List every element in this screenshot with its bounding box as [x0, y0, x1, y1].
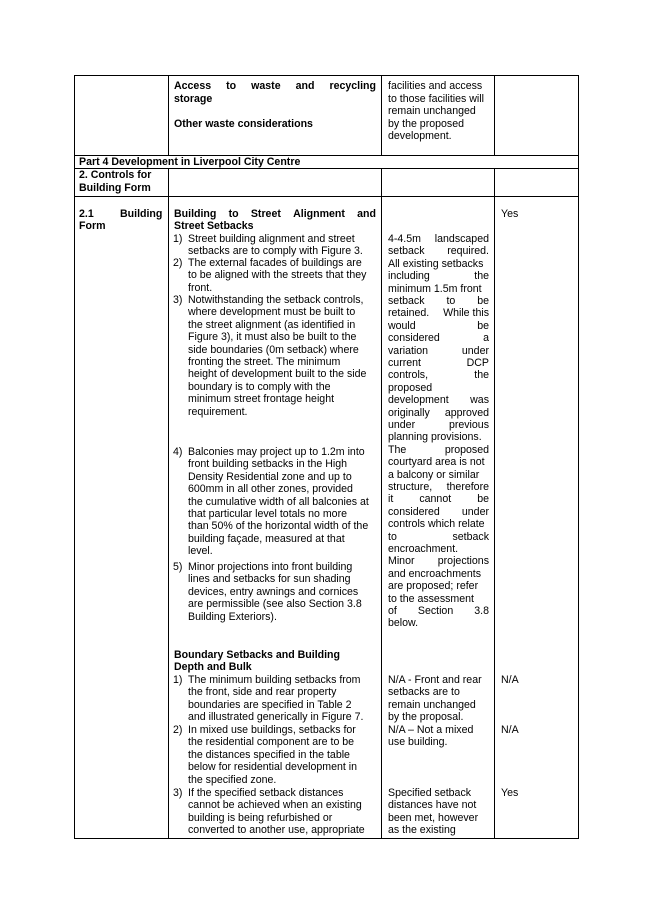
- word: development: [388, 394, 449, 407]
- item-number: 2): [173, 257, 183, 269]
- response-line: N/A – Not a mixed: [388, 724, 474, 736]
- word: would: [388, 319, 416, 332]
- item-line: boundaries are specified in Table 2: [188, 698, 352, 711]
- word: and encroachments: [388, 567, 482, 580]
- word: under: [461, 344, 489, 357]
- response-line: [388, 320, 489, 332]
- item-line: boundary is to comply with the: [188, 380, 331, 393]
- word: encroachment.: [388, 543, 459, 555]
- item-line: the distances specified in the table: [188, 748, 350, 761]
- item-line: In mixed use buildings, setbacks for: [188, 724, 356, 736]
- item-line: Figure 3), it must also be built to the: [188, 331, 357, 344]
- word: minimum 1.5m front: [388, 282, 482, 295]
- section-label-line2: Form: [79, 220, 106, 232]
- word: previous: [448, 419, 489, 431]
- col4-divider-a: [494, 75, 495, 156]
- response-line: [388, 345, 489, 357]
- word: therefore: [446, 481, 489, 493]
- item-line: setbacks are to comply with Figure 3.: [188, 245, 363, 258]
- row1-response-line: to those facilities will: [388, 93, 484, 105]
- item-line: the residential component are to be: [188, 736, 355, 749]
- response-line: remain unchanged: [388, 698, 476, 711]
- item-line: fronting the street. The minimum: [188, 356, 341, 368]
- item-line: that particular level totals no more: [188, 508, 347, 520]
- word: Alignment: [293, 208, 345, 220]
- boundary-heading-line1: Boundary Setbacks and Building: [174, 649, 340, 661]
- word: 3.8: [474, 605, 489, 617]
- word: it: [388, 493, 394, 506]
- item-line: than 50% of the horizontal width of the: [188, 520, 369, 533]
- response-line: [388, 456, 485, 468]
- word: of: [388, 605, 397, 617]
- response-line: [388, 531, 489, 543]
- word: planning provisions.: [388, 431, 482, 444]
- word: courtyard area is not: [388, 456, 485, 469]
- response-line: as the existing: [388, 824, 456, 837]
- col3-divider-a: [381, 75, 382, 156]
- item-line: the cumulative width of all balconies at: [188, 495, 369, 508]
- item-line: The minimum building setbacks from: [188, 674, 361, 686]
- item-line: the specified zone.: [188, 773, 277, 786]
- word: structure,: [388, 481, 433, 493]
- alignment-heading-line2: Street Setbacks: [174, 220, 254, 232]
- response-line: [388, 555, 489, 567]
- word: required.: [447, 245, 489, 258]
- item-line: the front, side and rear property: [188, 686, 337, 699]
- response-line: [388, 593, 474, 605]
- response-line: [388, 407, 489, 419]
- left-border: [74, 75, 75, 839]
- item-line: height of development built to the side: [188, 368, 367, 381]
- item-number: 2): [173, 724, 183, 736]
- response-line: [388, 543, 458, 555]
- word: are proposed; refer: [388, 580, 479, 593]
- item-number: 4): [173, 446, 183, 458]
- word: variation: [388, 344, 429, 357]
- item-line: the street alignment (as identified in: [188, 318, 356, 331]
- word: considered: [388, 332, 440, 345]
- word: including: [388, 270, 430, 283]
- word: setback: [388, 295, 425, 307]
- response-line: N/A - Front and rear: [388, 674, 482, 686]
- item-line: The external facades of buildings are: [188, 257, 362, 269]
- item-line: cannot be achieved when an existing: [188, 799, 362, 812]
- word: a balcony or similar: [388, 468, 480, 481]
- word: 4-4.5m: [388, 233, 421, 245]
- response-line: [388, 431, 482, 443]
- item-line: Street building alignment and street: [188, 233, 355, 245]
- word: to: [228, 208, 239, 220]
- word: projections: [437, 555, 489, 568]
- item-line: building façade, measured at that: [188, 532, 345, 545]
- word: recycling: [329, 80, 376, 92]
- response-line: setbacks are to: [388, 686, 460, 699]
- item-number: 3): [173, 294, 183, 306]
- word: DCP: [466, 357, 489, 369]
- item-line: minimum street frontage height: [188, 393, 335, 406]
- response-line: [388, 332, 489, 344]
- word: proposed: [388, 381, 433, 394]
- word: current: [388, 357, 421, 369]
- item-number: 1): [173, 674, 183, 686]
- word: controls which relate: [388, 518, 485, 531]
- word: Access: [174, 80, 212, 92]
- response-line: use building.: [388, 736, 448, 749]
- response-line: Specified setback: [388, 787, 472, 799]
- response-line: [388, 245, 489, 257]
- word: considered: [388, 505, 440, 518]
- response-line: [388, 617, 418, 629]
- row1-response-line: remain unchanged: [388, 105, 476, 117]
- item-number: 3): [173, 787, 183, 799]
- word: was: [470, 394, 489, 407]
- word: and: [357, 208, 376, 220]
- row1-response-line: facilities and access: [388, 80, 483, 92]
- item-line: are permissible (see also Section 3.8: [188, 598, 362, 611]
- compliance-value: N/A: [501, 724, 519, 736]
- word: to: [226, 80, 237, 92]
- item-line: building is being refurbished or: [188, 811, 333, 824]
- controls-heading-line2: Building Form: [79, 182, 151, 194]
- col2-divider-b: [168, 168, 169, 839]
- word: be: [477, 319, 489, 332]
- response-line: [388, 580, 478, 592]
- controls-bottom-border: [74, 196, 579, 197]
- item-number: 5): [173, 561, 183, 573]
- word: Street: [250, 208, 281, 220]
- response-line: [388, 357, 489, 369]
- word: to: [388, 530, 397, 543]
- item-line: front.: [188, 281, 213, 294]
- item-line: front building setbacks in the High: [188, 458, 347, 471]
- compliance-value: N/A: [501, 674, 519, 686]
- word: be: [477, 493, 489, 506]
- item-line: Density Residential zone and up to: [188, 470, 352, 483]
- response-line: [388, 481, 489, 493]
- response-line: [388, 506, 489, 518]
- response-line: [388, 258, 483, 270]
- item-line: Notwithstanding the setback controls,: [188, 294, 364, 306]
- response-line: [388, 369, 489, 381]
- item-line: below for residential development in: [188, 761, 358, 774]
- boundary-heading-line2: Depth and Bulk: [174, 661, 252, 673]
- other-waste-heading: Other waste considerations: [174, 118, 313, 130]
- item-line: Balconies may project up to 1.2m into: [188, 446, 365, 458]
- waste-heading-line1: [174, 80, 376, 92]
- response-line: [388, 295, 489, 307]
- word: setback: [388, 245, 425, 258]
- response-line: [388, 469, 479, 481]
- item-line: Building Exteriors).: [188, 610, 277, 623]
- word: Building: [174, 208, 217, 220]
- word: controls,: [388, 369, 429, 382]
- word: under: [461, 505, 489, 518]
- response-line: [388, 518, 485, 530]
- col2-divider-a: [168, 75, 169, 156]
- word: the: [474, 270, 489, 283]
- col4-divider-b: [494, 168, 495, 839]
- item-line: and illustrated generically in Figure 7.: [188, 711, 364, 724]
- word: be: [477, 295, 489, 307]
- word: Section: [417, 605, 454, 617]
- col3-divider-b: [381, 168, 382, 839]
- item-line: devices, entry awnings and cornices: [188, 585, 359, 598]
- response-line: [388, 605, 489, 617]
- word: waste: [251, 80, 281, 92]
- response-line: been met, however: [388, 811, 479, 824]
- word: approved: [444, 406, 489, 419]
- item-line: where development must be built to: [188, 306, 356, 319]
- row1-top-border: [74, 75, 579, 76]
- word: and: [295, 80, 315, 92]
- word: cannot: [419, 493, 452, 506]
- word: While this: [443, 307, 489, 320]
- word: below.: [388, 617, 419, 630]
- part4-heading: Part 4 Development in Liverpool City Centre: [79, 156, 301, 168]
- response-line: [388, 382, 432, 394]
- word: the: [474, 369, 489, 382]
- response-line: by the proposal.: [388, 711, 464, 724]
- response-line: [388, 270, 489, 282]
- word: a: [483, 332, 489, 345]
- alignment-heading-line1: [174, 208, 376, 220]
- word: to: [446, 295, 456, 307]
- section-number: 2.1: [79, 208, 94, 220]
- word: retained.: [388, 307, 430, 320]
- item-line: level.: [188, 545, 213, 558]
- word: originally: [388, 406, 430, 419]
- item-line: 600mm in all other zones, provided: [188, 483, 353, 496]
- waste-heading-line2: storage: [174, 93, 213, 105]
- word: All existing setbacks: [388, 257, 484, 270]
- word: to the assessment: [388, 592, 474, 605]
- word: The: [388, 443, 407, 456]
- response-line: [388, 307, 489, 319]
- response-line: [388, 233, 489, 245]
- row1-response-line: development.: [388, 130, 452, 142]
- section-label-word: Building: [120, 208, 163, 220]
- item-line: converted to another use, appropriate: [188, 824, 365, 837]
- table-bottom-border: [74, 838, 579, 839]
- right-border: [578, 75, 579, 839]
- compliance-yes: Yes: [501, 208, 519, 220]
- word: landscaped: [434, 233, 489, 245]
- word: setback: [452, 530, 489, 543]
- item-line: to be aligned with the streets that they: [188, 269, 367, 282]
- response-line: [388, 394, 489, 406]
- word: Minor: [388, 555, 415, 568]
- item-line: lines and setbacks for sun shading: [188, 573, 351, 586]
- item-line: requirement.: [188, 405, 248, 418]
- item-line: If the specified setback distances: [188, 787, 344, 799]
- item-number: 1): [173, 233, 183, 245]
- response-line: [388, 493, 489, 505]
- compliance-value: Yes: [501, 787, 519, 799]
- word: under: [388, 419, 416, 431]
- response-line: distances have not: [388, 799, 477, 812]
- response-line: [388, 419, 489, 431]
- response-line: [388, 444, 489, 456]
- response-line: [388, 568, 481, 580]
- item-line: side boundaries (0m setback) where: [188, 343, 359, 356]
- word: proposed: [444, 443, 489, 456]
- response-line: [388, 283, 482, 295]
- controls-heading-line1: 2. Controls for: [79, 169, 152, 181]
- row1-response-line: by the proposed: [388, 118, 464, 130]
- item-line: Minor projections into front building: [188, 561, 353, 573]
